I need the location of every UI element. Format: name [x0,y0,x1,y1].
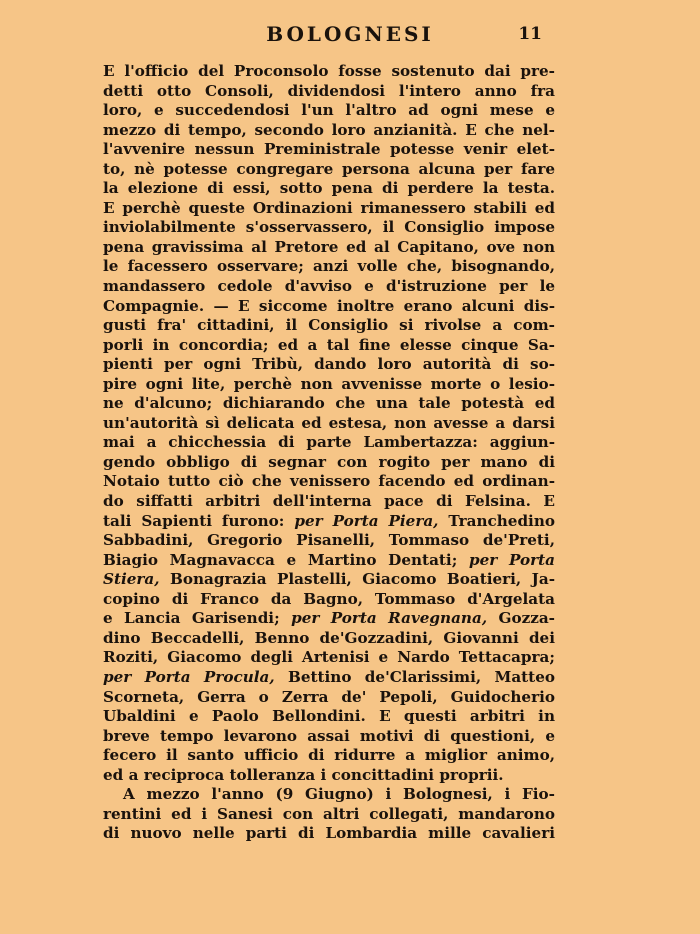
text-run: e Lancia Garisendi; [103,609,292,628]
text-line [103,668,555,688]
text-line: detti otto Consoli, dividendosi l'intero anno fra [103,81,555,100]
italic-run: per Porta Procula, [103,667,275,686]
text-line: Scorneta, Gerra o Zerra de' Pepoli, Guidocherio [103,687,555,706]
text-line: Compagnie. — E siccome inoltre erano alcuni dis- [103,296,555,315]
text-line: mezzo di tempo, secondo loro anzianità. E che nel- [103,120,555,139]
text-line [103,570,555,590]
text-line: do siffatti arbitri dell'interna pace di Felsina. E [103,492,555,511]
text-line: inviolabilmente s'osservassero, il Consiglio impose [103,218,555,237]
text-line: rentini ed i Sanesi con altri collegati, mandarono [103,804,555,823]
text-line: le facessero osservare; anzi volle che, bisognando, [103,257,555,276]
text-line: porli in concordia; ed a tal fine elesse cinque Sa- [103,335,555,354]
text-line: un'autorità sì delicata ed estesa, non avesse a darsi [103,413,555,432]
text-line: to, nè potesse congregare persona alcuna per fare [103,159,555,178]
text-line [103,609,555,629]
text-line: E perchè queste Ordinazioni rimanessero stabili ed [103,198,555,217]
text-line: Notaio tutto ciò che venissero facendo ed ordinan- [103,472,555,491]
text-line: la elezione di essi, sotto pena di perdere la testa. [103,179,555,198]
page-header [0,22,700,52]
italic-run: per Porta Ravegnana, [291,609,488,628]
text-line: mandassero cedole d'avviso e d'istruzione per le [103,277,555,296]
italic-run: per Porta Piera, [294,511,439,530]
text-run: Tranchedino [438,511,555,530]
text-line: fecero il santo ufficio di ridurre a miglior animo, [103,746,555,765]
text-run: Bettino de'Clarissimi, Matteo [274,667,555,686]
text-line: gusti fra' cittadini, il Consiglio si rivolse a com- [103,316,555,335]
text-line: Ubaldini e Paolo Bellondini. E questi arbitri in [103,707,555,726]
text-line: ed a reciproca tolleranza i concittadini proprii. [103,765,504,784]
body-text [103,62,555,844]
text-line: l'avvenire nessun Preministrale potesse venir elet- [103,140,555,159]
text-line: pienti per ogni Tribù, dando loro autorità di so- [103,355,555,374]
text-line: Roziti, Giacomo degli Artenisi e Nardo Tettacapra; [103,648,555,667]
italic-run: per Porta [469,550,555,569]
running-title: BOLOGNESI [266,22,434,46]
text-line: breve tempo levarono assai motivi di questioni, e [103,726,555,745]
text-line: pire ogni lite, perchè non avvenisse morte o lesio- [103,374,555,393]
text-run: Bonagrazia Plastelli, Giacomo Boatieri, Ja- [159,570,555,589]
text-line: A mezzo l'anno (9 Giugno) i Bolognesi, i Fio- [123,785,555,804]
text-line: mai a chicchessia di parte Lambertazza: aggiun- [103,433,555,452]
italic-run: Stiera, [103,570,160,589]
text-run: Biagio Magnavacca e Martino Dentati; [103,550,469,569]
text-line: dino Beccadelli, Benno de'Gozzadini, Giovanni dei [103,628,555,647]
text-line: loro, e succedendosi l'un l'altro ad ogni mese e [103,101,555,120]
text-line [103,551,555,571]
text-line: di nuovo nelle parti di Lombardia mille cavalieri [103,824,555,843]
text-run: tali Sapienti furono: [103,511,285,530]
text-run: Gozza- [487,609,555,628]
text-line: gendo obbligo di segnar con rogito per mano di [103,452,555,471]
text-line: copino di Franco da Bagno, Tommaso d'Argelata [103,589,555,608]
text-line: ne d'alcuno; dichiarando che una tale potestà ed [103,394,555,413]
text-line: pena gravissima al Pretore ed al Capitano, ove non [103,237,555,256]
text-line: Sabbadini, Gregorio Pisanelli, Tommaso de'Preti, [103,531,555,550]
text-line [103,512,555,532]
text-line: E l'officio del Proconsolo fosse sostenuto dai pre- [103,62,555,80]
page-number: 11 [518,24,542,44]
